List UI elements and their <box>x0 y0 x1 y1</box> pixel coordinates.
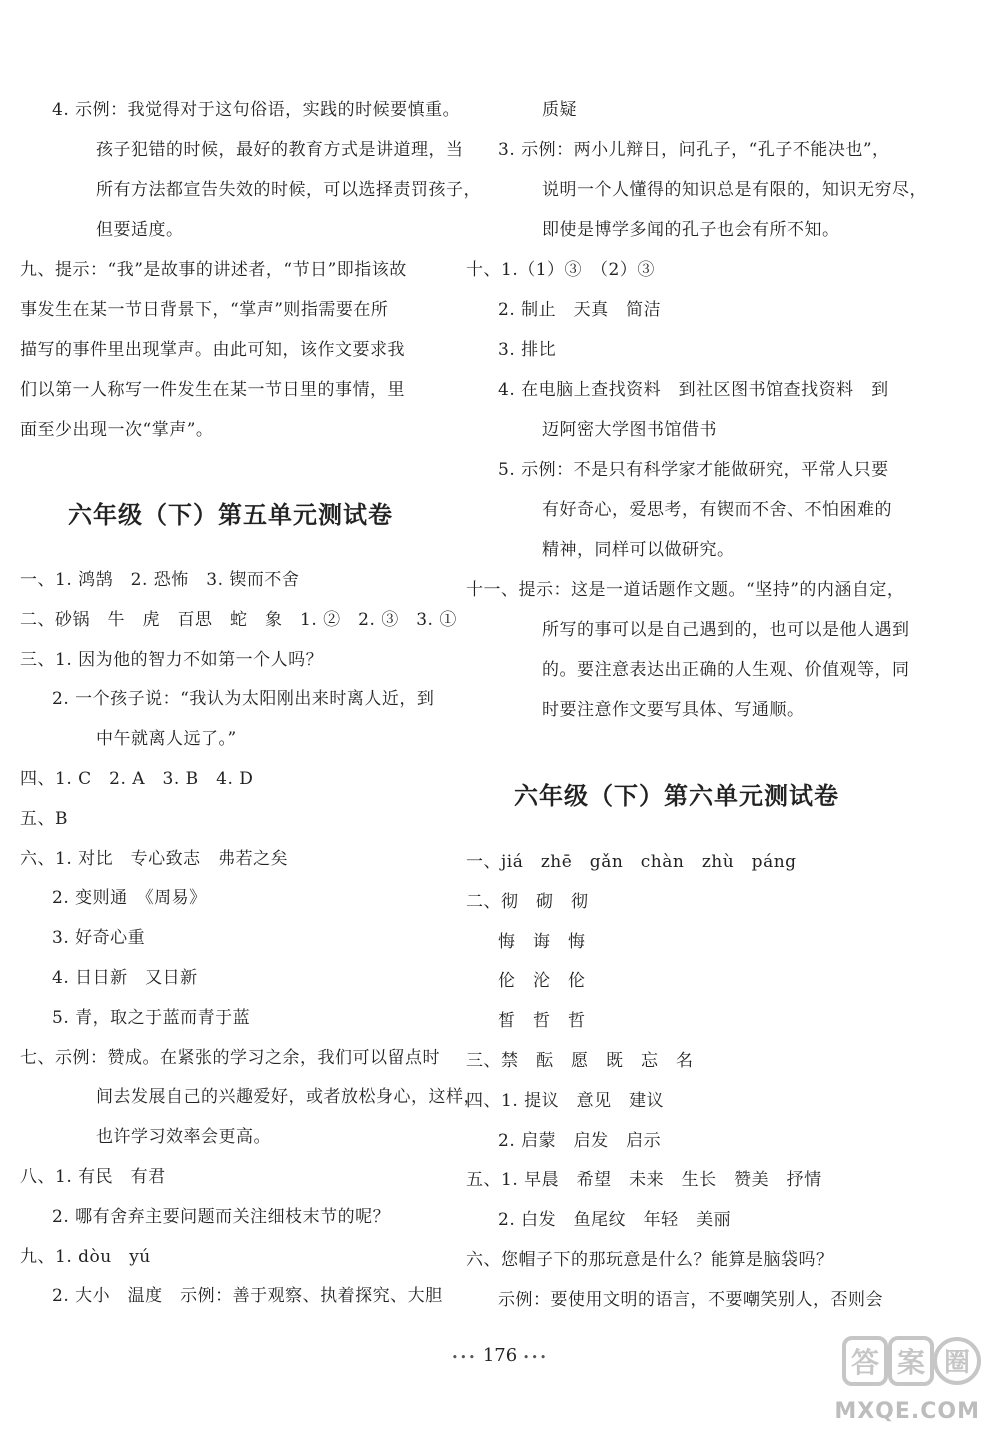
text-line: 描写的事件里出现掌声。由此可知，该作文要求我 <box>20 340 405 360</box>
answer-line: 五、1. 早晨 希望 未来 生长 赞美 抒情 <box>466 1170 822 1191</box>
text-line: 4. 示例：我觉得对于这句俗语，实践的时候要慎重。 <box>52 100 461 120</box>
text-line: 有好奇心，爱思考，有锲而不舍、不怕困难的 <box>542 500 892 520</box>
text-line: 质疑 <box>542 100 577 120</box>
text-line: 2. 制止 天真 简洁 <box>498 300 662 320</box>
answer-line: 二、砂锅 牛 虎 百思 蛇 象 1. ② 2. ③ 3. ① <box>20 609 457 630</box>
text-line: 们以第一人称写一件发生在某一节日里的事情，里 <box>20 380 405 400</box>
text-line: 面至少出现一次“掌声”。 <box>20 420 214 440</box>
answer-line: 六、您帽子下的那玩意是什么？能算是脑袋吗？ <box>466 1250 834 1270</box>
answer-line: 3. 好奇心重 <box>52 928 146 949</box>
answer-line: 七、示例：赞成。在紧张的学习之余，我们可以留点时 <box>20 1047 440 1068</box>
footer-dots-left: ••• <box>451 1351 478 1364</box>
answer-line: 2. 启蒙 启发 启示 <box>498 1130 662 1151</box>
text-line: 事发生在某一节日背景下，“掌声”则指需要在所 <box>20 300 389 320</box>
answer-line: 也许学习效率会更高。 <box>96 1127 271 1148</box>
answer-line: 2. 哪有舍弃主要问题而关注细枝末节的呢？ <box>52 1206 391 1227</box>
answer-line: 五、B <box>20 808 68 829</box>
text-line: 孩子犯错的时候，最好的教育方式是讲道理，当 <box>96 140 464 160</box>
svg-text:答: 答 <box>850 1346 880 1379</box>
answer-line: 中午就离人远了。” <box>96 729 237 750</box>
text-line: 的。要注意表达出正确的人生观、价值观等，同 <box>542 660 910 680</box>
text-line: 所写的事可以是自己遇到的，也可以是他人遇到 <box>542 620 910 640</box>
text-line: 3. 示例：两小儿辩日，问孔子，“孔子不能决也”， <box>498 140 890 160</box>
text-line: 十一、提示：这是一道话题作文题。“坚持”的内涵自定， <box>466 580 905 600</box>
section-title: 六年级（下）第五单元测试卷 <box>68 501 393 529</box>
watermark <box>834 1334 982 1424</box>
answer-line: 九、1. dòu yú <box>20 1246 151 1267</box>
text-line: 精神，同样可以做研究。 <box>542 540 735 560</box>
text-line: 即使是博学多闻的孔子也会有所不知。 <box>542 220 840 240</box>
answer-line: 二、彻 砌 彻 <box>466 891 589 912</box>
text-line: 说明一个人懂得的知识总是有限的，知识无穷尽， <box>542 180 927 200</box>
page-number: 176 <box>482 1345 518 1366</box>
text-line: 十、1.（1）③ （2）③ <box>466 260 655 280</box>
answer-line: 三、1. 因为他的智力不如第一个人吗？ <box>20 649 324 670</box>
answer-line: 2. 白发 鱼尾纹 年轻 美丽 <box>498 1210 732 1231</box>
answer-line: 2. 一个孩子说：“我认为太阳刚出来时离人近，到 <box>52 689 435 710</box>
text-line: 但要适度。 <box>96 220 184 240</box>
text-line: 迈阿密大学图书馆借书 <box>542 420 717 440</box>
text-line: 九、提示：“我”是故事的讲述者，“节日”即指该故 <box>20 260 407 280</box>
answer-line: 四、1. C 2. A 3. B 4. D <box>20 769 254 789</box>
text-line: 5. 示例：不是只有科学家才能做研究，平常人只要 <box>498 460 889 480</box>
answer-line: 四、1. 提议 意见 建议 <box>466 1090 665 1111</box>
watermark-url: MXQE.COM <box>834 1399 980 1424</box>
answer-line: 5. 青，取之于蓝而青于蓝 <box>52 1007 251 1028</box>
svg-text:圈: 圈 <box>943 1348 971 1378</box>
answer-line: 皙 哲 哲 <box>498 1011 586 1032</box>
answer-line: 2. 大小 温度 示例：善于观察、执着探究、大胆 <box>52 1286 443 1307</box>
svg-text:案: 案 <box>896 1346 926 1379</box>
text-line: 3. 排比 <box>498 340 557 360</box>
section-title: 六年级（下）第六单元测试卷 <box>514 782 839 810</box>
text-line: 所有方法都宣告失效的时候，可以选择责罚孩子， <box>96 180 481 200</box>
answer-line: 一、1. 鸿鹄 2. 恐怖 3. 锲而不舍 <box>20 570 300 590</box>
watermark-logo-icon <box>842 1334 982 1392</box>
text-line: 4. 在电脑上查找资料 到社区图书馆查找资料 到 <box>498 380 889 400</box>
answer-line: 示例：要使用文明的语言，不要嘲笑别人，否则会 <box>498 1289 883 1310</box>
text-line: 时要注意作文要写具体、写通顺。 <box>542 700 805 720</box>
answer-line: 三、禁 酝 愿 既 忘 名 <box>466 1051 694 1071</box>
answer-line: 4. 日日新 又日新 <box>52 968 198 988</box>
answer-line: 一、jiá zhē gǎn chàn zhù páng <box>466 852 797 872</box>
answer-line: 2. 变则通 《周易》 <box>52 888 207 909</box>
answer-line: 伦 沦 伦 <box>498 971 586 992</box>
answer-line: 六、1. 对比 专心致志 弗若之矣 <box>20 848 289 869</box>
footer-dots-right: ••• <box>522 1351 549 1364</box>
answer-line: 八、1. 有民 有君 <box>20 1167 166 1187</box>
answer-line: 悔 诲 悔 <box>498 931 586 952</box>
answer-line: 间去发展自己的兴趣爱好，或者放松身心，这样， <box>96 1087 481 1108</box>
